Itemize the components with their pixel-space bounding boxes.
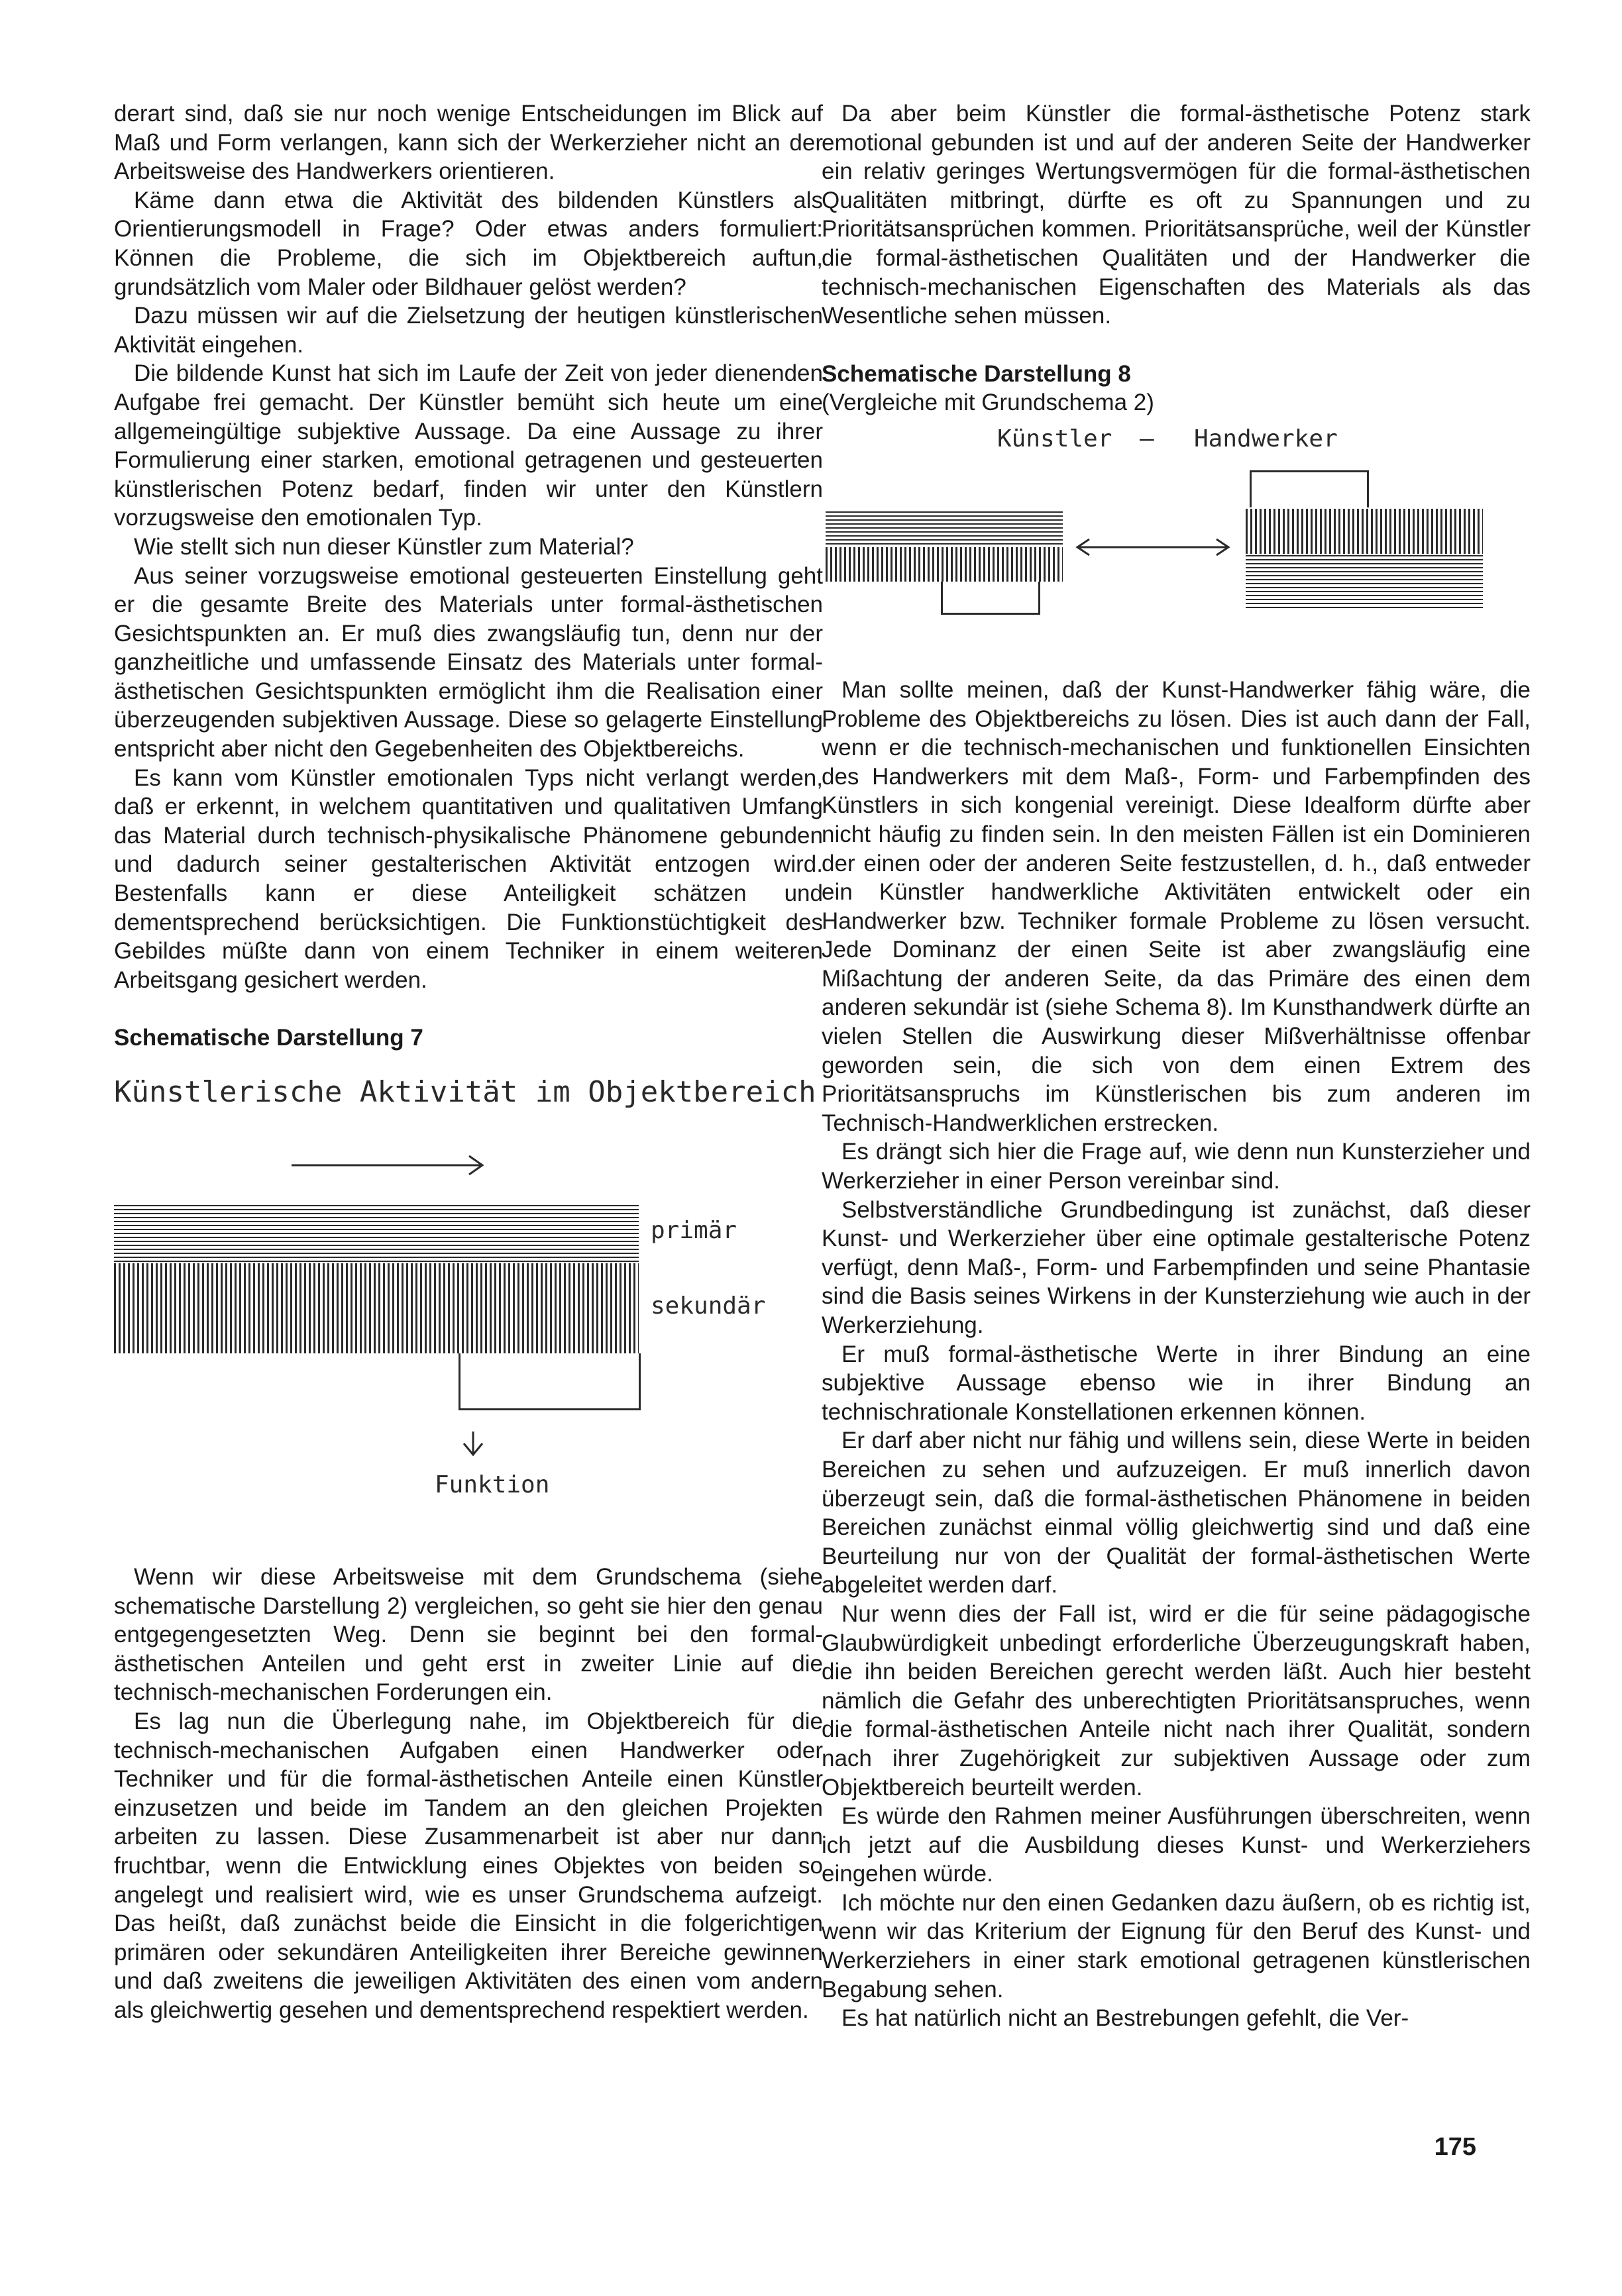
right-paragraph-1: Da aber beim Künstler die formal-ästhetische Potenz stark emotional gebunden ist und auf der anderen Seite der Handwerker ein relativ geringes Wertungsvermögen für die formal-ästhetischen Qualitäten mitbringt, dürfte es oft zu Spannungen und zu Prioritätsansprüchen kommen. Prioritätsansprüche, weil der Künstler die formal-ästhetischen Qualitäten und der Handwerker die technisch-mechanischen Eigenschaften des Materials als das Wesentliche sehen müssen.	[822, 101, 1531, 329]
schema-7-secondary-band	[114, 1263, 639, 1353]
schema-7-figure	[114, 1053, 823, 1563]
right-paragraph-8: Es würde den Rahmen meiner Ausführungen überschreiten, wenn ich jetzt auf die Ausbildung dieses Kunst- und Werkerziehers eingehen würde.	[822, 1803, 1531, 1887]
schema-8-dash: —	[1140, 425, 1154, 452]
schema-8-kuenstler-primary-band	[826, 511, 1063, 546]
left-column	[114, 99, 823, 2025]
schema-7-title: Künstlerische Aktivität im Objektbereich	[114, 1075, 816, 1109]
left-paragraph-2: Käme dann etwa die Aktivität des bildenden Künstlers als Orientierungsmodell in Frage? Oder etwas anders formuliert: Können die Probleme, die sich im Objektbereich auftun, grundsätzlich vom Maler oder Bildhauer gelöst werden?	[114, 187, 823, 300]
schema-8-handwerker-secondary-band	[1246, 555, 1483, 608]
page-number: 175	[1434, 2133, 1476, 2161]
left-paragraph-5: Wie stellt sich nun dieser Künstler zum Material?	[134, 533, 634, 560]
right-paragraph-7: Nur wenn dies der Fall ist, wird er die für seine pädagogische Glaubwürdigkeit unbedingt erforderliche Überzeugungskraft haben, die ihn beiden Bereichen gerecht werden läßt. Auch hier besteht nämlich die Gefahr des unberechtigten Prioritätsanspruches, wenn die formal-ästhetischen Anteile nicht nach ihrer Qualität, sondern nach ihrer Zugehörigkeit zur subjektiven Aussage oder zum Objektbereich beurteilt werden.	[822, 1600, 1531, 1800]
schema-7-label-secondary: sekundär	[651, 1292, 766, 1320]
schema-7-primary-band	[114, 1205, 639, 1262]
right-paragraph-2: Man sollte meinen, daß der Kunst-Handwerker fähig wäre, die Probleme des Objektbereichs zu lösen. Dies ist auch dann der Fall, wenn er die technisch-mechanischen und funktionellen Einsichten des Handwerkers mit dem Maß-, Form- und Farbempfinden des Künstlers in sich kongenial vereinigt. Diese Idealform dürfte aber nicht häufig zu finden sein. In den meisten Fällen ist ein Dominieren der einen oder der anderen Seite festzustellen, d. h., daß entweder ein Künstler handwerkliche Aktivitäten entwickelt oder ein Handwerker bzw. Techniker formale Probleme zu lösen versucht. Jede Dominanz der einen Seite ist aber zwangsläufig eine Mißachtung der anderen Seite, da das Primäre des einen dem anderen sekundär ist (siehe Schema 8). Im Kunsthandwerk dürfte an vielen Stellen die Auswirkung dieser Mißverhältnisse offenbar geworden sein, die sich von dem einen Extrem des Prioritätsanspruchs im Künstlerischen bis zum anderen im Technisch-Handwerklichen erstrecken.	[822, 676, 1531, 1136]
left-paragraph-3: Dazu müssen wir auf die Zielsetzung der heutigen künstlerischen Aktivität eingehen.	[114, 303, 823, 358]
schema-7-label-primary: primär	[651, 1217, 737, 1244]
schema-7-function-box	[459, 1353, 641, 1410]
left-paragraph-9: Es lag nun die Überlegung nahe, im Objektbereich für die technisch-mechanischen Aufgaben einen Handwerker oder Techniker und für die formal-ästhetischen Anteile einen Künstler einzusetzen und beide im Tandem an den gleichen Projekten arbeiten zu lassen. Diese Zusammenarbeit ist aber nur dann fruchtbar, wenn die Entwicklung eines Objektes von beiden so angelegt und realisiert wird, wie es unser Grundschema aufzeigt. Das heißt, daß zunächst beide die Einsicht in die folgerichtigen primären oder sekundären Anteiligkeiten ihrer Bereiche gewinnen und daß zweitens die jeweiligen Aktivitäten des einen vom andern als gleichwertig gesehen und dementsprechend respektiert werden.	[114, 1708, 823, 2023]
schema-8-kuenstler-secondary-band	[826, 547, 1063, 582]
schema-7-heading: Schematische Darstellung 7	[114, 1025, 423, 1051]
schema-8-heading: Schematische Darstellung 8	[822, 360, 1131, 387]
right-paragraph-6: Er darf aber nicht nur fähig und willens sein, diese Werte in beiden Bereichen zu sehen und aufzuzeigen. Er muß innerlich davon überzeugt sein, daß die formal-ästhetischen Phänomene in beiden Bereichen zunächst einmal völlig gleichwertig sind und daß eine Beurteilung nur von der Qualität der formal-ästhetischen Werte abgeleitet werden darf.	[822, 1428, 1531, 1598]
schema-8-label-kuenstler: Künstler	[997, 425, 1112, 452]
left-paragraph-6: Aus seiner vorzugsweise emotional gesteuerten Einstellung geht er die gesamte Breite des Materials unter formal-ästhetischen Gesichtspunkten an. Er muß dies zwangsläufig tun, denn nur der ganzheitliche und umfassende Einsatz des Materials unter formal-ästhetischen Gesichtspunkten ermöglicht ihm die Realisation einer überzeugenden subjektiven Aussage. Diese so gelagerte Einstellung entspricht aber nicht den Gegebenheiten des Objektbereichs.	[114, 562, 823, 762]
schema-7-arrow-down-icon	[460, 1430, 486, 1457]
schema-8-handwerker-function-box	[1250, 470, 1369, 507]
schema-7-arrow-right-icon	[292, 1152, 490, 1178]
left-paragraph-7: Es kann vom Künstler emotionalen Typs nicht verlangt werden, daß er erkennt, in welchem quantitativen und qualitativen Umfang das Material durch technisch-physikalische Phänomene gebunden und dadurch seiner gestalterischen Aktivität entzogen wird. Bestenfalls kann er diese Anteiligkeit schätzen und dementsprechend berücksichtigen. Die Funktionstüchtigkeit des Gebildes müßte dann von einem Techniker in einem weiteren Arbeitsgang gesichert werden.	[114, 764, 823, 993]
right-paragraph-10: Es hat natürlich nicht an Bestrebungen gefehlt, die Ver-	[841, 2005, 1409, 2032]
schema-8-kuenstler-function-box	[941, 582, 1040, 615]
schema-8-subheading: (Vergleiche mit Grundschema 2)	[822, 390, 1154, 416]
left-paragraph-1: derart sind, daß sie nur noch wenige Entscheidungen im Blick auf Maß und Form verlangen, kann sich der Werkerzieher nicht an der Arbeitsweise des Handwerkers orientieren.	[114, 101, 823, 185]
schema-8-handwerker-primary-band	[1246, 509, 1483, 554]
schema-7-label-function: Funktion	[435, 1471, 550, 1498]
right-paragraph-4: Selbstverständliche Grundbedingung ist zunächst, daß dieser Kunst- und Werkerzieher über eine optimale gestalterische Potenz verfügt, denn Maß-, Form- und Farbempfinden und seine Phantasie sind die Basis seines Wirkens in der Kunsterziehung wie auch in der Werkerziehung.	[822, 1196, 1531, 1338]
schema-8-label-handwerker: Handwerker	[1194, 425, 1338, 452]
right-paragraph-3: Es drängt sich hier die Frage auf, wie denn nun Kunsterzieher und Werkerzieher in einer Person vereinbar sind.	[822, 1139, 1531, 1194]
left-paragraph-8: Wenn wir diese Arbeitsweise mit dem Grundschema (siehe schematische Darstellung 2) vergleichen, so geht sie hier den genau entgegengesetzten Weg. Denn sie beginnt bei den formal-ästhetischen Anteilen und geht erst in zweiter Linie auf die technisch-mechanischen Forderungen ein.	[114, 1564, 823, 1706]
schema-8-double-arrow-icon	[1075, 535, 1234, 559]
right-column	[822, 99, 1531, 2033]
left-paragraph-4: Die bildende Kunst hat sich im Laufe der Zeit von jeder dienenden Aufgabe frei gemacht. Der Künstler bemüht sich heute um eine allgemeingültige subjektive Aussage. Da eine Aussage zu ihrer Formulierung einer starken, emotional getragenen und gesteuerten künstlerischen Potenz bedarf, finden wir unter den Künstlern vorzugsweise den emotionalen Typ.	[114, 360, 823, 531]
right-paragraph-5: Er muß formal-ästhetische Werte in ihrer Bindung an eine subjektive Aussage ebenso wie in ihrer Bindung an technischrationale Konstellationen erkennen können.	[822, 1341, 1531, 1425]
schema-8-figure	[822, 417, 1531, 676]
right-paragraph-9: Ich möchte nur den einen Gedanken dazu äußern, ob es richtig ist, wenn wir das Kriterium der Eignung für den Beruf des Kunst- und Werkerziehers in einer stark emotional getragenen künstlerischen Begabung sehen.	[822, 1889, 1531, 2003]
